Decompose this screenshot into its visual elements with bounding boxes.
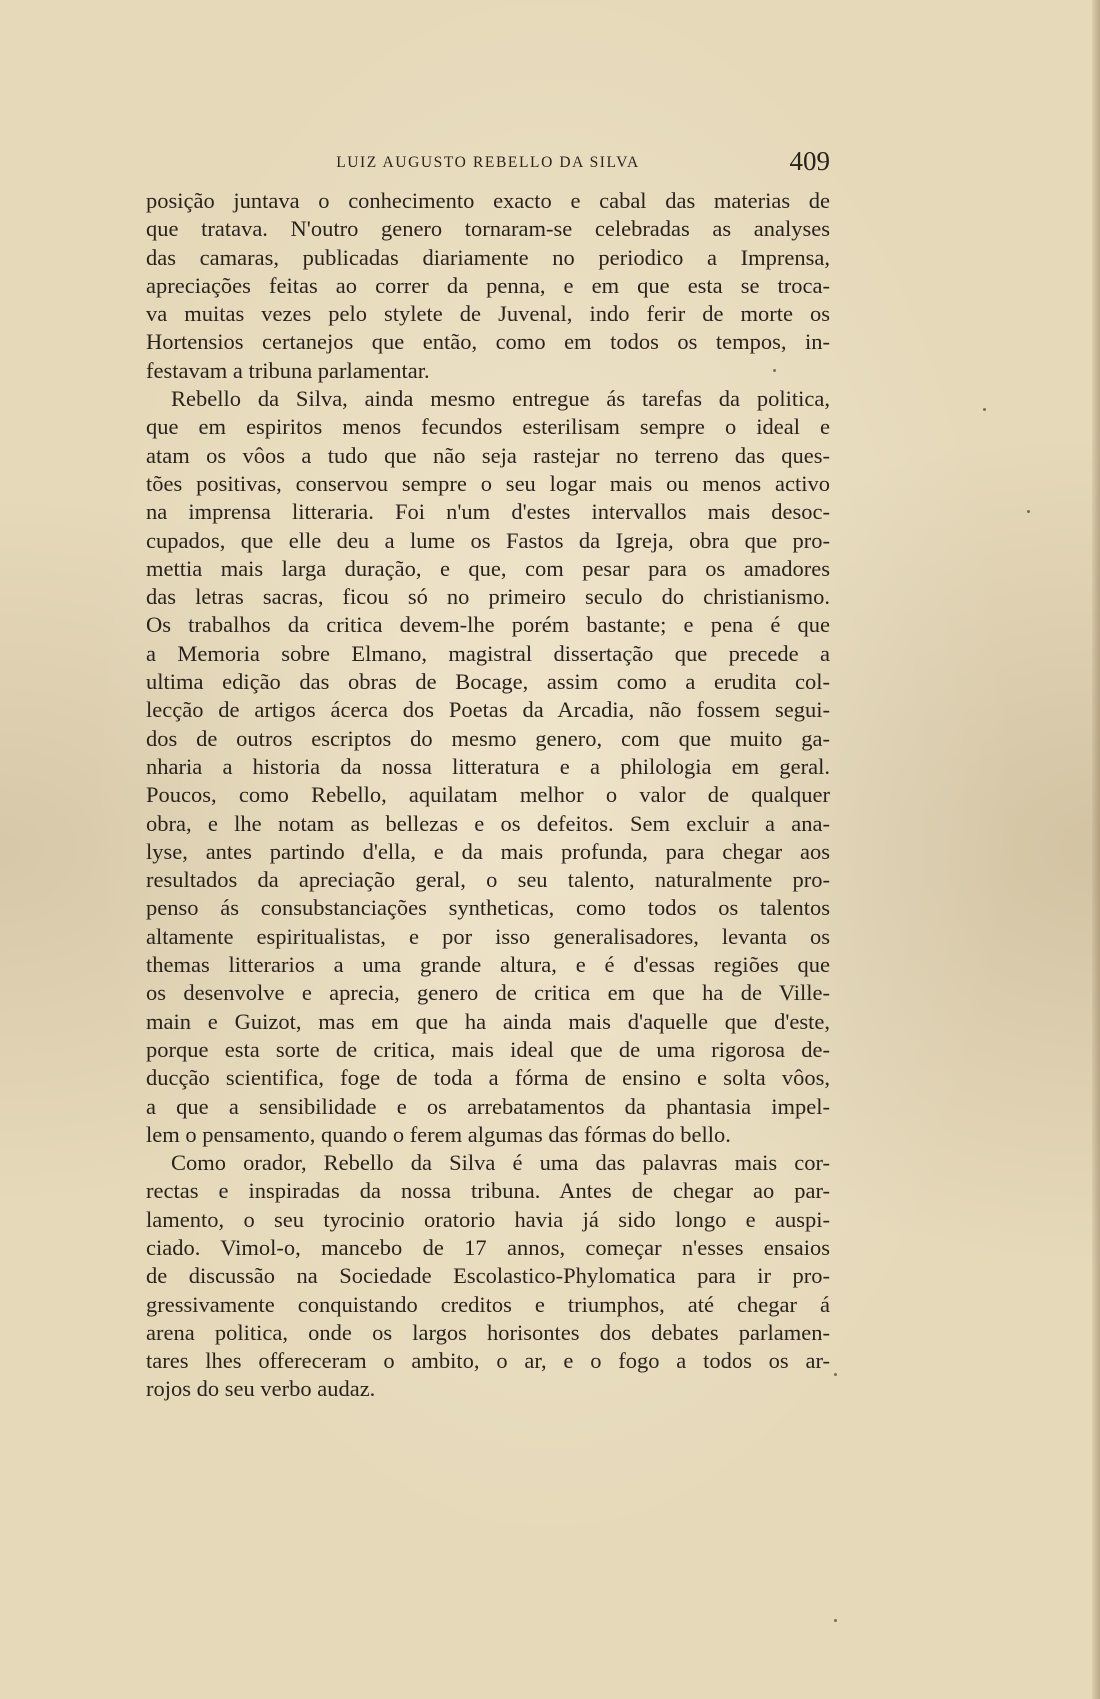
text-line: atam os vôos a tudo que não seja rastejar no terreno das ques- — [146, 442, 830, 468]
text-line: cupados, que elle deu a lume os Fastos da Igreja, obra que pro- — [146, 527, 830, 553]
text-line: de discussão na Sociedade Escolastico-Phylomatica para ir pro- — [146, 1263, 830, 1289]
page-edge-shadow — [1092, 0, 1100, 1699]
text-line: apreciações feitas ao correr da penna, e em que esta se troca- — [146, 272, 830, 298]
text-line: Os trabalhos da critica devem-lhe porém bastante; e pena é que — [146, 612, 830, 638]
text-line: que em espiritos menos fecundos esterilisam sempre o ideal e — [146, 414, 830, 440]
text-line: Rebello da Silva, ainda mesmo entregue ás tarefas da politica, — [171, 386, 830, 412]
text-line: va muitas vezes pelo stylete de Juvenal, indo ferir de morte os — [146, 301, 830, 327]
ink-speck — [1027, 510, 1030, 513]
text-line: ducção scientifica, foge de toda a fórma de ensino e solta vôos, — [146, 1065, 830, 1091]
text-line: ultima edição das obras de Bocage, assim como a erudita col- — [146, 669, 830, 695]
text-line: lecção de artigos ácerca dos Poetas da Arcadia, não fossem segui- — [146, 697, 830, 723]
text-line: das camaras, publicadas diariamente no periodico a Imprensa, — [146, 244, 830, 270]
ink-speck — [983, 408, 986, 411]
running-head — [146, 146, 830, 180]
text-line: Hortensios certanejos que então, como em todos os tempos, in- — [146, 329, 830, 355]
text-line: obra, e lhe notam as bellezas e os defeitos. Sem excluir a ana- — [146, 810, 830, 836]
body-text — [146, 187, 830, 1404]
text-line: na imprensa litteraria. Foi n'um d'estes intervallos mais desoc- — [146, 499, 830, 525]
text-line: Como orador, Rebello da Silva é uma das palavras mais cor- — [171, 1150, 830, 1176]
text-line: os desenvolve e aprecia, genero de critica em que ha de Ville- — [146, 980, 830, 1006]
text-line: nharia a historia da nossa litteratura e a philologia em geral. — [146, 753, 830, 779]
text-line: posição juntava o conhecimento exacto e cabal das materias de — [146, 188, 830, 213]
running-title: LUIZ AUGUSTO REBELLO DA SILVA — [336, 154, 640, 171]
text-line: altamente espiritualistas, e por isso generalisadores, levanta os — [146, 923, 830, 949]
text-line: a que a sensibilidade e os arrebatamentos da phantasia impel- — [146, 1093, 830, 1119]
text-line: rectas e inspiradas da nossa tribuna. Antes de chegar ao par- — [146, 1178, 830, 1204]
text-line: das letras sacras, ficou só no primeiro seculo do christianismo. — [146, 584, 830, 610]
text-line: main e Guizot, mas em que ha ainda mais d'aquelle que d'este, — [146, 1008, 830, 1034]
text-line: lem o pensamento, quando o ferem algumas das fórmas do bello. — [146, 1121, 731, 1147]
text-line: themas litterarios a uma grande altura, e é d'essas regiões que — [146, 952, 830, 978]
text-line: mettia mais larga duração, e que, com pesar para os amadores — [146, 555, 830, 581]
text-line: penso ás consubstanciações syntheticas, como todos os talentos — [146, 895, 830, 921]
text-line: resultados da apreciação geral, o seu talento, naturalmente pro- — [146, 867, 830, 893]
text-line: tões positivas, conservou sempre o seu logar mais ou menos activo — [146, 470, 830, 496]
text-line: arena politica, onde os largos horisontes dos debates parlamen- — [146, 1319, 830, 1345]
text-line: gressivamente conquistando creditos e triumphos, até chegar á — [146, 1291, 830, 1317]
text-line: ciado. Vimol-o, mancebo de 17 annos, começar n'esses ensaios — [146, 1234, 830, 1260]
ink-speck — [834, 1619, 837, 1622]
text-line: festavam a tribuna parlamentar. — [146, 357, 430, 383]
text-line: lyse, antes partindo d'ella, e da mais profunda, para chegar aos — [146, 838, 830, 864]
page-number: 409 — [789, 146, 830, 176]
ink-speck — [834, 1373, 837, 1376]
text-line: rojos do seu verbo audaz. — [146, 1376, 376, 1402]
text-line: dos de outros escriptos do mesmo genero, com que muito ga- — [146, 725, 830, 751]
text-line: que tratava. N'outro genero tornaram-se celebradas as analyses — [146, 216, 830, 242]
text-line: Poucos, como Rebello, aquilatam melhor o valor de qualquer — [146, 782, 830, 808]
text-line: a Memoria sobre Elmano, magistral dissertação que precede a — [146, 640, 830, 666]
text-line: tares lhes offereceram o ambito, o ar, e o fogo a todos os ar- — [146, 1348, 830, 1374]
text-line: lamento, o seu tyrocinio oratorio havia já sido longo e auspi- — [146, 1206, 830, 1232]
text-line: porque esta sorte de critica, mais ideal que de uma rigorosa de- — [146, 1036, 830, 1062]
